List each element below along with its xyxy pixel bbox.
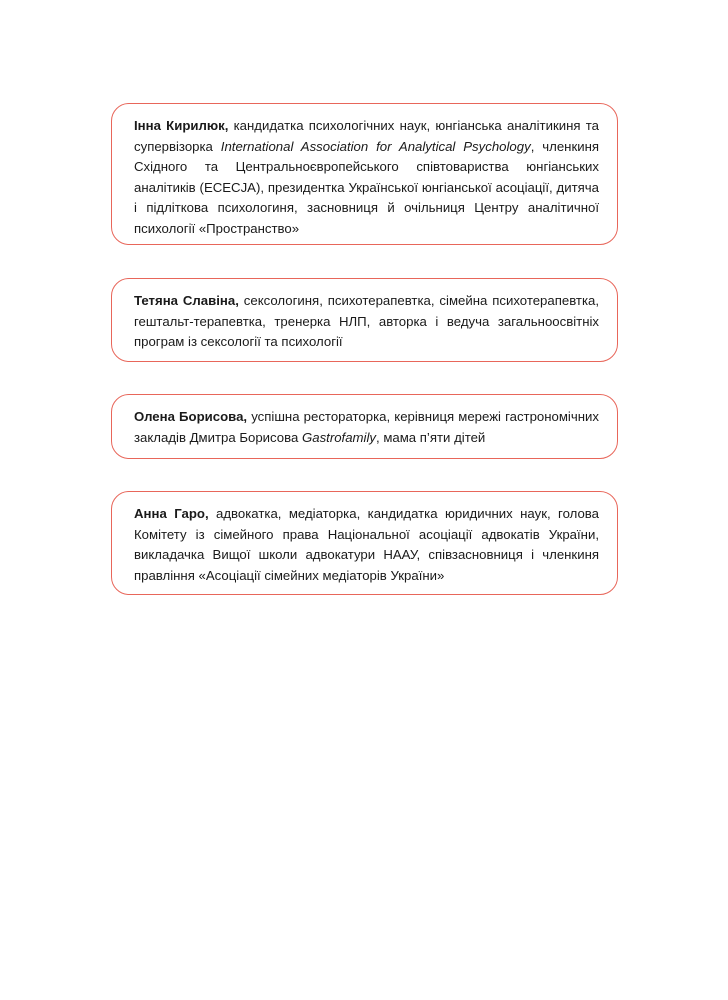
author-bio-text: кандидатка психологічних наук, юнгіанська аналітикиня та супервізорка [134, 118, 599, 154]
author-card-borysova [111, 394, 618, 459]
author-card-slavina [111, 278, 618, 362]
author-bio-text: , мама п’яти дітей [376, 429, 486, 445]
author-name: Тетяна Славіна, [134, 293, 239, 308]
author-bio-text: сексологиня, психотерапевтка, сімейна психотерапевтка, гештальт-терапевтка, тренерка НЛП, авторка і ведуча загальноосвітніх програм із сексології та психології [134, 293, 600, 349]
author-card-haro [111, 491, 618, 595]
author-bio-text: , членкиня Східного та Центральноєвропейського співтовариства юнгіанських аналітиків (ECECJA), президентка Української юнгіанської асоціації, дитяча і підліткова психологиня, засновниця й очільниця Центру аналітичної психології «Пространство» [134, 138, 600, 236]
author-bio-italic: International Association for Analytical Psychology [220, 138, 531, 154]
author-name: Анна Гаро, [134, 506, 209, 521]
author-bio-text: успішна рестораторка, керівниця мережі гастрономічних закладів Дмитра Борисова [134, 409, 599, 445]
author-card-kyryliuk [111, 103, 618, 245]
author-bio-italic: Gastrofamily [301, 429, 376, 445]
author-name: Олена Борисова, [134, 409, 248, 424]
author-name: Інна Кирилюк, [134, 118, 229, 133]
author-bio-text: адвокатка, медіаторка, кандидатка юридичних наук, голова Комітету із сімейного права Національної асоціації адвокатів України, викладачка Вищої школи адвокатури НААУ, співзасновниця і членкиня правління «Асоціації сімейних медіаторів України» [134, 506, 599, 583]
